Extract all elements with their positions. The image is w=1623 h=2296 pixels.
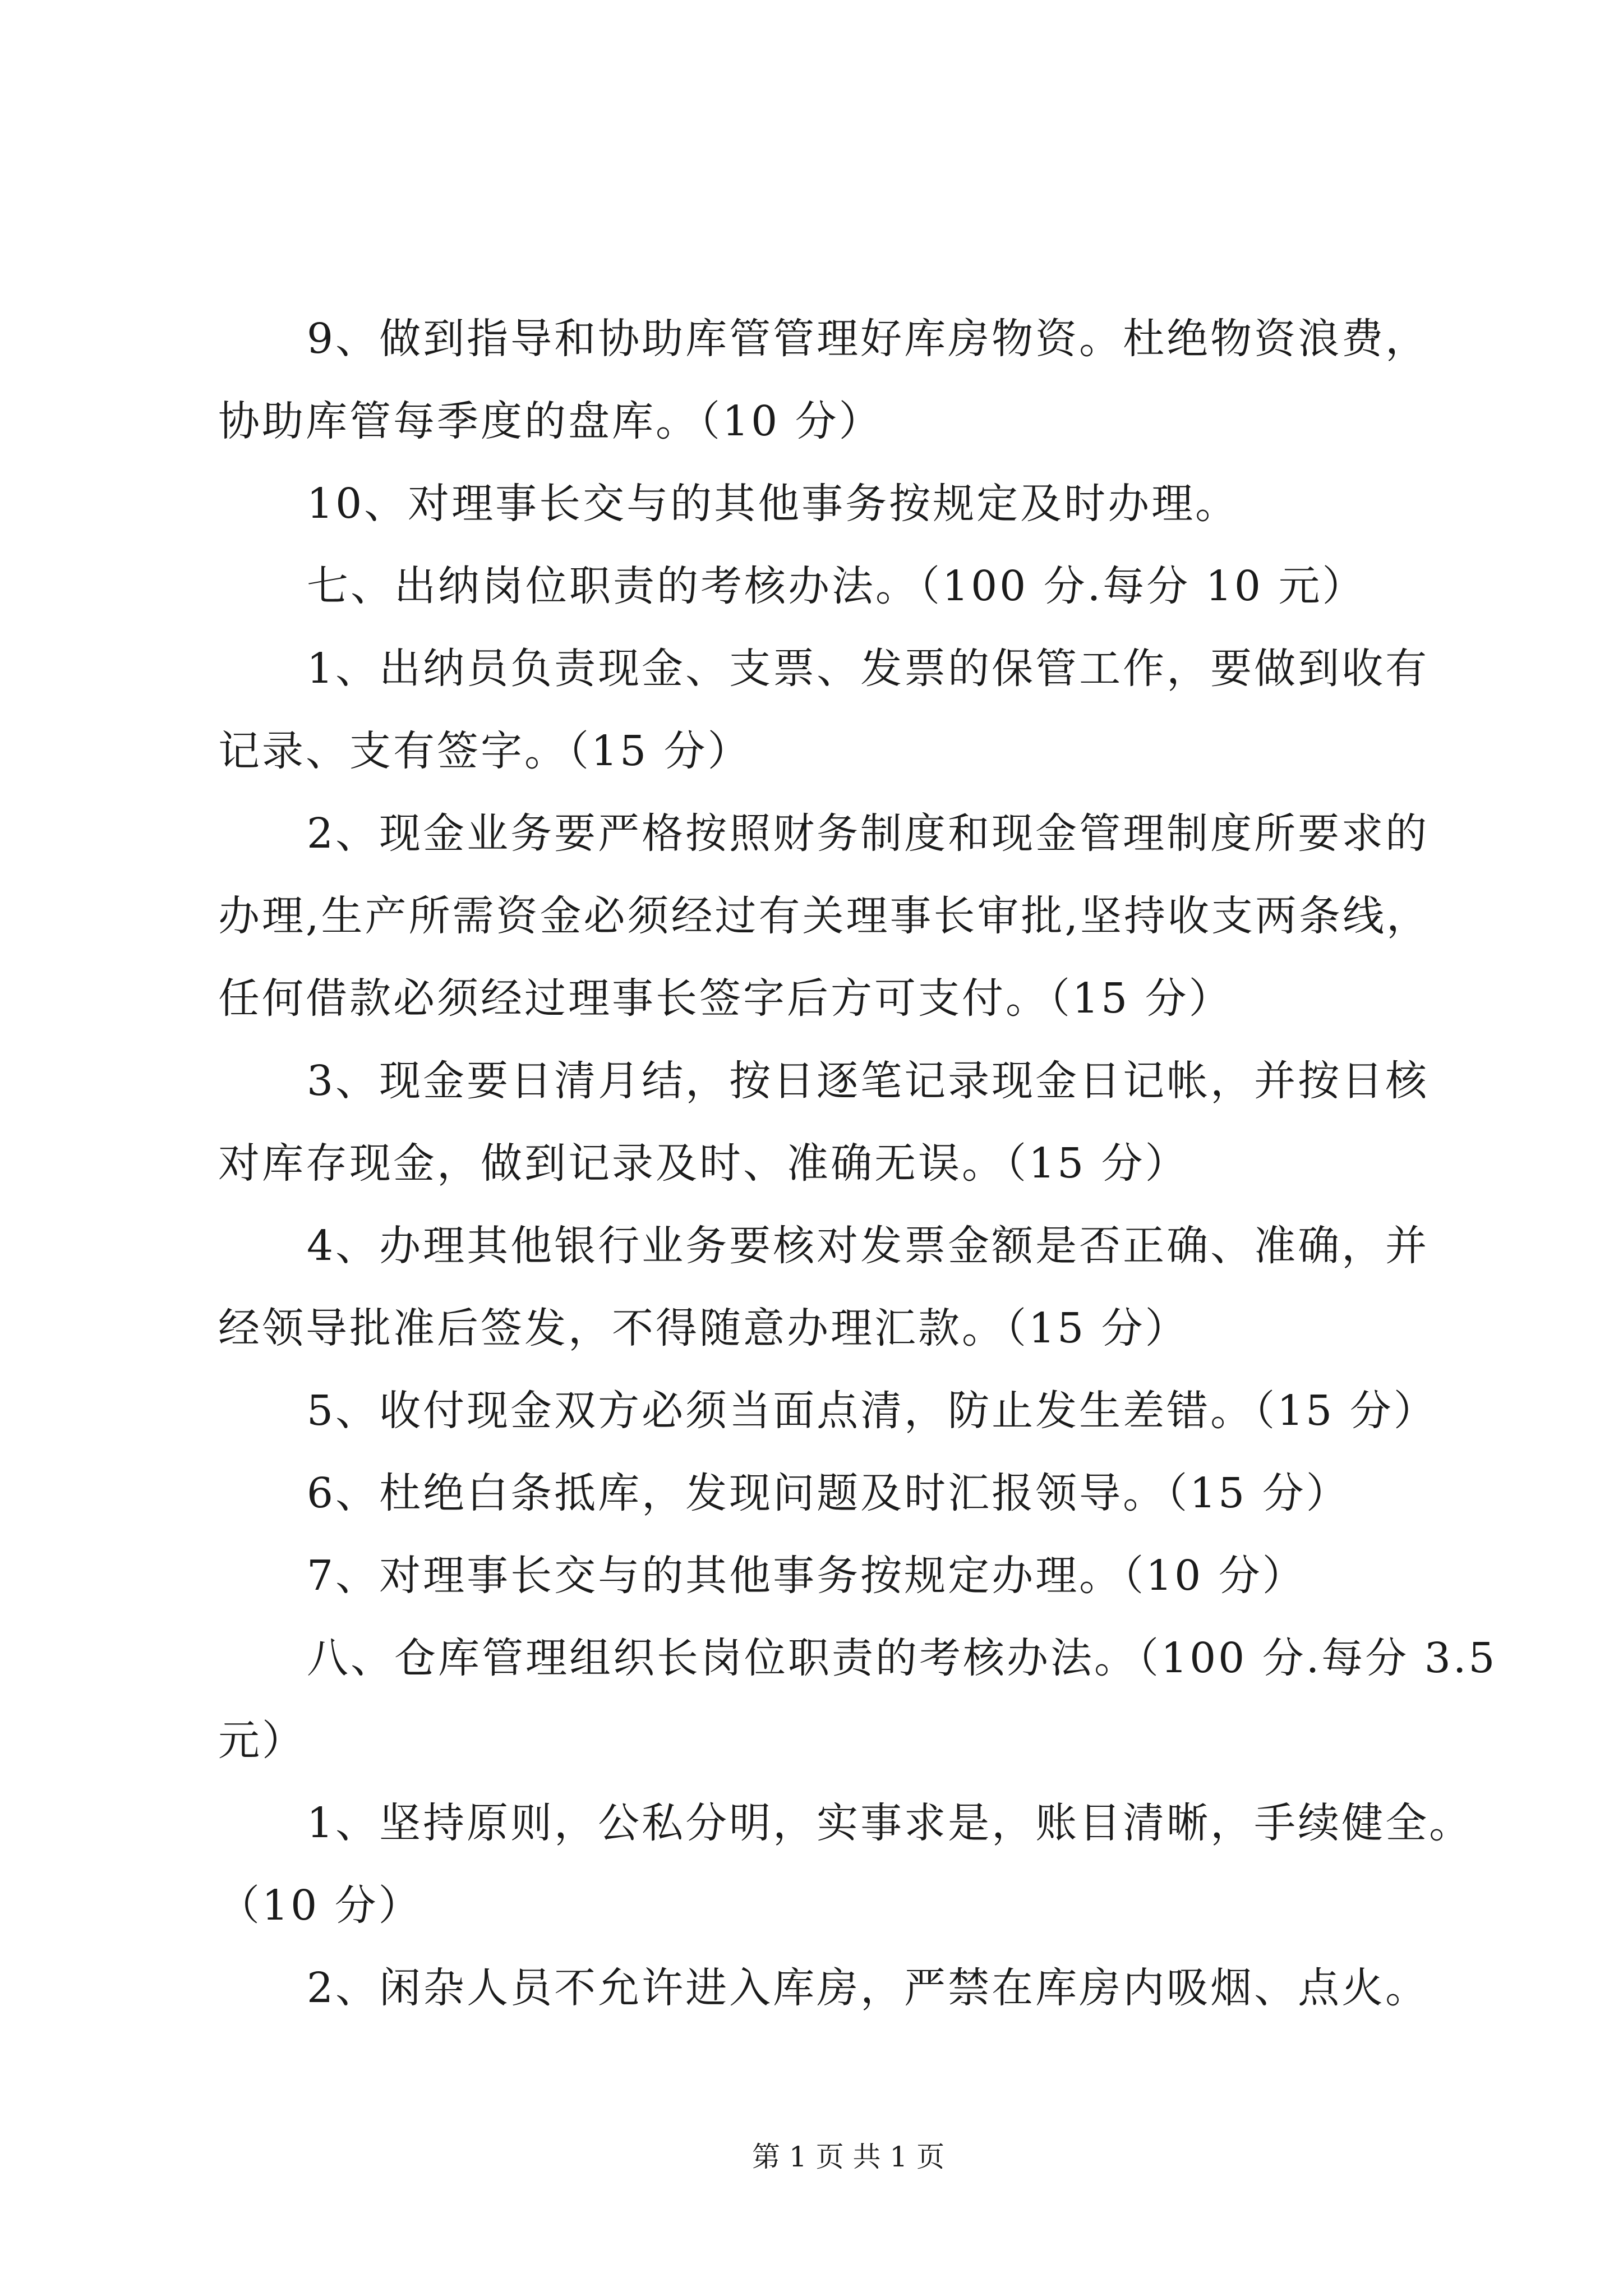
page-footer: 第 1 页 共 1 页 <box>752 2141 945 2173</box>
text-line: 办理,生产所需资金必须经过有关理事长审批,坚持收支两条线， <box>218 892 1431 940</box>
text-line: 7、对理事长交与的其他事务按规定办理。（10 分） <box>307 1552 1306 1600</box>
text-line: 5、收付现金双方必须当面点清，防止发生差错。（15 分） <box>307 1387 1437 1435</box>
text-line: 3、现金要日清月结，按日逐笔记录现金日记帐，并按日核 <box>307 1057 1430 1105</box>
text-line: 1、出纳员负责现金、支票、发票的保管工作，要做到收有 <box>307 645 1430 693</box>
text-line: 协助库管每季度的盘库。（10 分） <box>218 397 883 445</box>
text-line: 对库存现金，做到记录及时、准确无误。（15 分） <box>218 1139 1189 1188</box>
text-line: 6、杜绝白条抵库，发现问题及时汇报领导。（15 分） <box>307 1469 1350 1517</box>
text-line: 2、现金业务要严格按照财务制度和现金管理制度所要求的 <box>307 809 1430 858</box>
paragraph-cashier-5 <box>218 1370 1508 1452</box>
paragraph-cashier-1 <box>218 628 1508 793</box>
section-heading-7 <box>218 545 1508 628</box>
section-heading-8 <box>218 1617 1508 1782</box>
text-line: 4、办理其他银行业务要核对发票金额是否正确、准确，并 <box>307 1222 1430 1270</box>
section-heading: 八、仓库管理组织长岗位职责的考核办法。（100 分.每分 3.5 <box>307 1634 1497 1682</box>
paragraph-warehouse-2 <box>218 1947 1508 2030</box>
text-line: （10 分） <box>218 1881 422 1930</box>
text-line: 任何借款必须经过理事长签字后方可支付。（15 分） <box>218 974 1233 1023</box>
paragraph-item-9 <box>218 298 1508 463</box>
text-line: 10、对理事长交与的其他事务按规定及时办理。 <box>307 480 1239 528</box>
section-heading: 七、出纳岗位职责的考核办法。（100 分.每分 10 元） <box>307 562 1366 610</box>
paragraph-cashier-3 <box>218 1040 1508 1205</box>
paragraph-item-10 <box>218 463 1508 545</box>
text-line: 2、闲杂人员不允许进入库房，严禁在库房内吸烟、点火。 <box>307 1964 1430 2012</box>
document-body <box>218 298 1508 2030</box>
paragraph-cashier-6 <box>218 1452 1508 1535</box>
text-line: 9、做到指导和协助库管管理好库房物资。杜绝物资浪费， <box>307 315 1430 363</box>
text-line: 经领导批准后签发，不得随意办理汇款。（15 分） <box>218 1304 1189 1352</box>
paragraph-cashier-4 <box>218 1205 1508 1370</box>
paragraph-cashier-2 <box>218 793 1508 1040</box>
text-line: 记录、支有签字。（15 分） <box>218 727 751 775</box>
paragraph-warehouse-1 <box>218 1782 1508 1947</box>
text-line: 1、坚持原则，公私分明，实事求是，账目清晰，手续健全。 <box>307 1799 1473 1847</box>
section-heading: 元） <box>218 1717 306 1765</box>
paragraph-cashier-7 <box>218 1535 1508 1617</box>
